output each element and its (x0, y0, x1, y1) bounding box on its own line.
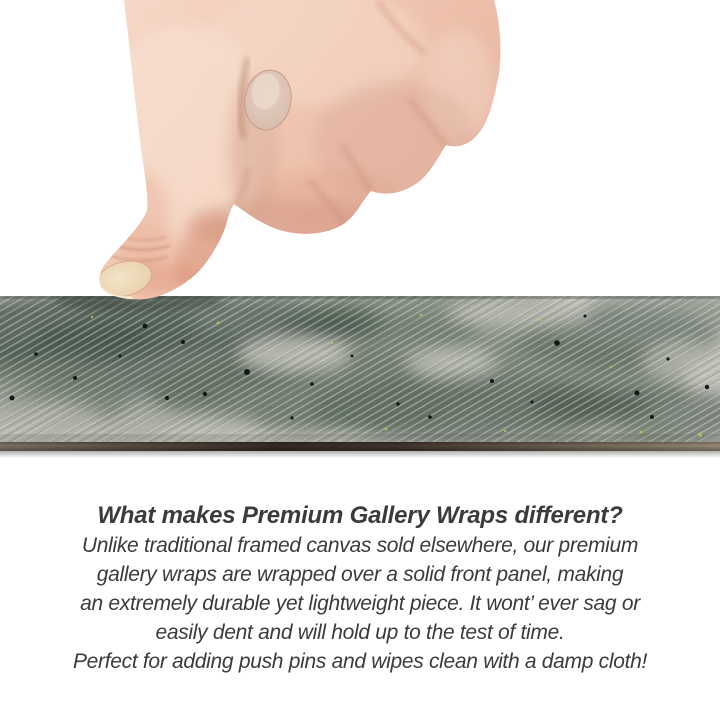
canvas-edge-photo (0, 296, 720, 458)
description-line-3: an extremely durable yet lightweight piece. It wont’ ever sag or (80, 592, 640, 615)
description-line-2: gallery wraps are wrapped over a solid front panel, making (96, 563, 624, 586)
description-text-block (0, 500, 720, 676)
description-line-1: Unlike traditional framed canvas sold elsewhere, our premium (81, 534, 639, 557)
hand-pressing-photo (0, 0, 720, 320)
canvas-drop-shadow (0, 451, 720, 458)
headline: What makes Premium Gallery Wraps different? (97, 502, 623, 529)
description-line-4: easily dent and will hold up to the test of time. (155, 621, 565, 644)
canvas-texture (0, 296, 720, 458)
description-line-5: Perfect for adding push pins and wipes clean with a damp cloth! (72, 650, 648, 673)
